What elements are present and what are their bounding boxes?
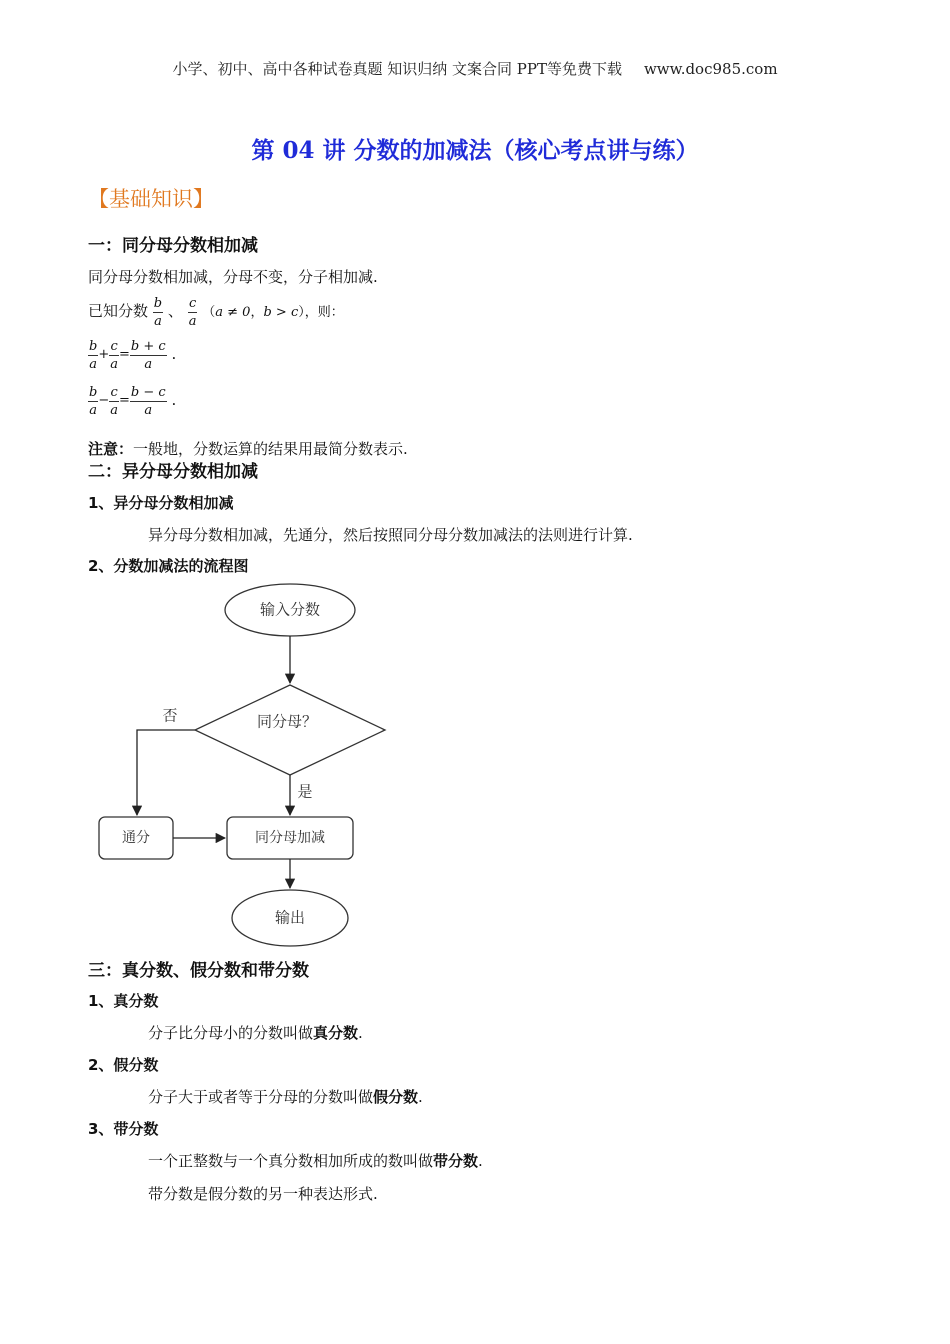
equals-sign: = — [119, 393, 130, 408]
decision-label: 同分母？ — [256, 712, 318, 731]
header-url[interactable]: www.doc985.com — [643, 60, 778, 78]
section-1-rule: 同分母分数相加减，分母不变，分子相加减. — [88, 268, 378, 286]
section-3-sub3-heading: 3、带分数 — [88, 1120, 159, 1138]
fraction-c-over-a: $\frac{c}{a}$ — [188, 295, 197, 329]
section-2-sub1-text: 异分母分数相加减，先通分，然后按照同分母分数加减法的法则进行计算. — [148, 526, 633, 544]
fraction-b-over-a: $\frac{b}{a}$ — [89, 384, 98, 418]
note-label: 注意： — [88, 440, 134, 458]
page-title: 第 04 讲 分数的加减法（核心考点讲与练） — [251, 137, 699, 164]
note-text: 一般地，分数运算的结果用最简分数表示. — [133, 440, 408, 458]
term-proper-fraction: 真分数 — [313, 1024, 359, 1042]
section-tag: 【基础知识】 — [88, 187, 214, 211]
section-3-heading: 三：真分数、假分数和带分数 — [88, 961, 309, 981]
section-2-heading: 二：异分母分数相加减 — [88, 462, 258, 482]
minus-sign: − — [98, 393, 110, 408]
given-fractions-line — [88, 291, 344, 331]
section-3-sub1-text: 分子比分母小的分数叫做真分数. — [148, 1024, 363, 1042]
fraction-difference: $\frac{b - c}{a}$ — [130, 384, 166, 418]
same-denominator-label: 同分母加减 — [255, 830, 325, 846]
period: . — [171, 391, 177, 409]
term-mixed-number: 带分数 — [433, 1152, 479, 1170]
given-prefix: 已知分数 — [88, 302, 149, 320]
section-3-sub3-text: 一个正整数与一个真分数相加所成的数叫做带分数. — [148, 1152, 483, 1170]
section-3-sub3-text2: 带分数是假分数的另一种表达形式. — [148, 1185, 378, 1203]
subtraction-formula — [88, 380, 176, 420]
condition-close: ），则： — [298, 305, 344, 320]
condition-b: b > c — [263, 305, 299, 320]
section-3-sub1-heading: 1、真分数 — [88, 992, 159, 1010]
flowchart — [80, 575, 410, 955]
fraction-c-over-a: $\frac{c}{a}$ — [110, 384, 118, 418]
separator: 、 — [167, 302, 183, 320]
fraction-sum: $\frac{b + c}{a}$ — [130, 338, 166, 372]
section-2-sub2-heading: 2、分数加减法的流程图 — [88, 557, 249, 575]
plus-sign: + — [98, 347, 110, 362]
condition-open: （ — [202, 305, 216, 320]
period: . — [171, 345, 177, 363]
section-3-sub2-heading: 2、假分数 — [88, 1056, 159, 1074]
section-1-heading: 一：同分母分数相加减 — [88, 236, 258, 256]
arrow-no-branch — [137, 730, 195, 815]
section-2-sub1-heading: 1、异分母分数相加减 — [88, 494, 234, 512]
equals-sign: = — [119, 347, 130, 362]
no-label: 否 — [162, 706, 178, 725]
yes-label: 是 — [297, 782, 313, 801]
fraction-b-over-a: $\frac{b}{a}$ — [153, 295, 163, 329]
condition-comma: ， — [250, 305, 264, 320]
condition-a: a ≠ 0 — [215, 305, 251, 320]
input-label: 输入分数 — [259, 600, 321, 619]
note-line — [88, 438, 408, 459]
page-header — [0, 58, 950, 79]
section-3-sub2-text: 分子大于或者等于分母的分数叫做假分数. — [148, 1088, 423, 1106]
term-improper-fraction: 假分数 — [373, 1088, 419, 1106]
fraction-b-over-a: $\frac{b}{a}$ — [89, 338, 98, 372]
common-denominator-label: 通分 — [122, 830, 150, 846]
header-text: 小学、初中、高中各种试卷真题 知识归纳 文案合同 PPT等免费下载 — [172, 60, 622, 78]
addition-formula — [88, 334, 176, 374]
fraction-c-over-a: $\frac{c}{a}$ — [110, 338, 118, 372]
output-label: 输出 — [274, 908, 306, 927]
